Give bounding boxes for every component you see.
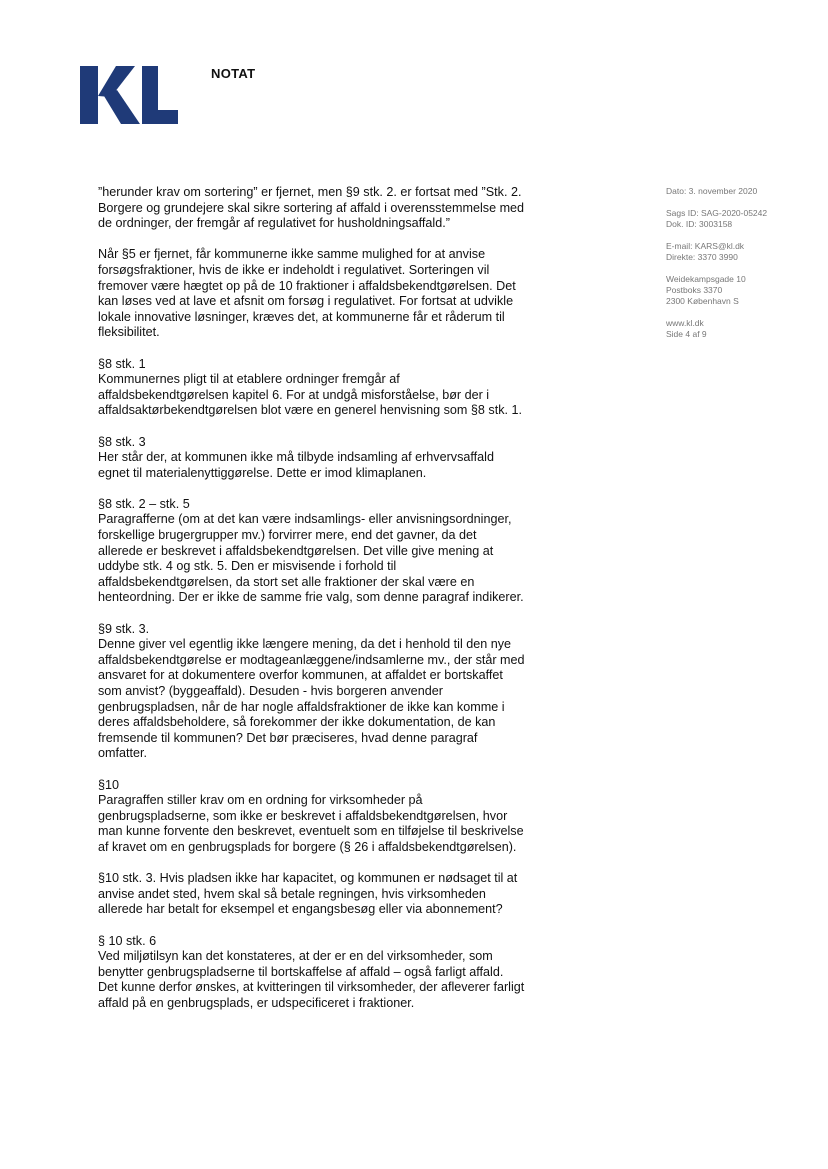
section-9-stk-3 [98, 622, 568, 762]
text-line: §10 stk. 3. Hvis pladsen ikke har kapacitet, og kommunen er nødsaget til at [98, 871, 518, 886]
section-8-stk-3 [98, 435, 568, 482]
document-id: Dok. ID: 3003158 [666, 219, 733, 229]
text-line: af kravet om en genbrugsplads for borgere (§ 26 i affaldsbekendtgørelsen). [98, 839, 517, 854]
section-heading: §9 stk. 3. [98, 621, 150, 636]
text-line: Når §5 er fjernet, får kommunerne ikke samme mulighed for at anvise [98, 247, 486, 262]
text-line: genbrugspladserne, som ikke er beskrevet i affaldsbekendtgørelsen, hvor [98, 808, 508, 823]
text-line: ansvaret for at dokumentere overfor kommunen, at affaldet er bortskaffet [98, 668, 503, 683]
text-line: forsøgsfraktioner, hvis de ikke er indeholdt i regulativet. Sorteringen vil [98, 262, 490, 277]
text-line: omfatter. [98, 746, 147, 761]
text-line: Denne giver vel egentlig ikke længere mening, da det i henhold til den nye [98, 637, 512, 652]
text-line: fremsende til kommunen? Det bør præciseres, hvad denne paragraf [98, 730, 478, 745]
text-line: man kunne forvente den beskrevet, eventuelt som en tilføjelse til beskrivelse [98, 824, 524, 839]
section-10-stk-3 [98, 871, 568, 918]
document-date: Dato: 3. november 2020 [666, 186, 758, 196]
section-heading: §8 stk. 2 – stk. 5 [98, 496, 190, 511]
section-10 [98, 778, 568, 856]
address-street: Weidekampsgade 10 [666, 274, 746, 284]
text-line: lokale innovative løsninger, kræves det, at kommunerne får et råderum til [98, 309, 505, 324]
text-line: allerede er beskrevet i affaldsbekendtgørelsen. Det ville give mening at [98, 543, 494, 558]
text-line: affaldsbekendtgørelsen, da stort set alle fraktioner der skal være en [98, 574, 475, 589]
text-line: affaldsbekendtgørelse er modtageanlæggene/indsamlerne mv., der står med [98, 652, 525, 667]
id-group [666, 208, 816, 230]
text-line: egnet til materialenyttiggørelse. Dette er imod klimaplanen. [98, 465, 427, 480]
text-line: henteordning. Der er ikke de samme frie valg, som denne paragraf indikerer. [98, 590, 524, 605]
text-line: Det kunne derfor ønskes, at kvitteringen til virksomheder, der afleverer farligt [98, 980, 525, 995]
text-line: anvise andet sted, hvem skal så betale regningen, hvis virksomheden [98, 886, 486, 901]
text-line: benytter genbrugspladserne til bortskaffelse af affald – også farligt affald. [98, 964, 504, 979]
section-heading: § 10 stk. 6 [98, 933, 157, 948]
section-10-stk-6 [98, 934, 568, 1012]
text-line: affald på en genbrugsplads, er udspecificeret i fraktioner. [98, 995, 415, 1010]
section-heading: §10 [98, 777, 120, 792]
text-line: fleksibilitet. [98, 325, 160, 340]
text-line: affaldsbekendtgørelsen kapitel 6. For at undgå misforståelse, bør der i [98, 387, 490, 402]
address-pobox: Postboks 3370 [666, 285, 723, 295]
text-line: Ved miljøtilsyn kan det konstateres, at der er en del virksomheder, som [98, 949, 493, 964]
section-heading: §8 stk. 1 [98, 356, 146, 371]
paragraph-2 [98, 247, 568, 341]
document-metadata [666, 186, 816, 351]
text-line: Borgere og grundejere skal sikre sortering af affald i overensstemmelse med [98, 200, 525, 215]
section-8-stk-2-5 [98, 497, 568, 606]
text-line: Kommunernes pligt til at etablere ordninger fremgår af [98, 372, 400, 387]
text-line: ”herunder krav om sortering” er fjernet, men §9 stk. 2. er fortsat med ”Stk. 2. [98, 185, 522, 199]
text-line: allerede har betalt for eksempel et engangsbesøg eller via abonnement? [98, 902, 503, 917]
text-line: affaldsaktørbekendtgørelsen blot være en generel henvisning som §8 stk. 1. [98, 403, 522, 418]
document-body [98, 185, 568, 1027]
kl-logo [80, 66, 178, 124]
text-line: uddybe stk. 4 og stk. 5. Den er misvisende i forhold til [98, 559, 397, 574]
text-line: kan løses ved at lave et afsnit om forsøg i regulativet. For fortsat at udvikle [98, 294, 514, 309]
contact-email: E-mail: KARS@kl.dk [666, 241, 745, 251]
text-line: fremover være hægtet op på de 10 fraktioner i affaldsbekendtgørelsen. Det [98, 278, 516, 293]
text-line: Paragraffen stiller krav om en ordning for virksomheder på [98, 793, 423, 808]
web-group [666, 318, 816, 340]
date-group [666, 186, 816, 197]
text-line: de ordninger, der fremgår af regulativet for husholdningsaffald.” [98, 216, 450, 231]
section-heading: §8 stk. 3 [98, 434, 146, 449]
text-line: som anvist? (byggeaffald). Desuden - hvis borgeren anvender [98, 684, 443, 698]
text-line: Paragrafferne (om at det kan være indsamlings- eller anvisningsordninger, [98, 512, 512, 527]
text-line: deres affaldsbeholdere, så forekommer der ikke dokumentation, de kan [98, 715, 496, 730]
case-id: Sags ID: SAG-2020-05242 [666, 208, 768, 218]
section-8-stk-1 [98, 357, 568, 419]
page-number: Side 4 af 9 [666, 329, 707, 339]
text-line: Her står der, at kommunen ikke må tilbyde indsamling af erhvervsaffald [98, 450, 494, 465]
contact-group [666, 241, 816, 263]
address-city: 2300 København S [666, 296, 739, 306]
kl-logo-mark [80, 66, 178, 124]
address-group [666, 274, 816, 307]
paragraph-1 [98, 185, 568, 232]
website: www.kl.dk [666, 318, 704, 328]
text-line: genbrugspladsen, når de har nogle affaldsfraktioner de ikke kan komme i [98, 699, 505, 714]
text-line: forskellige brugergrupper mv.) forvirrer mere, end det gavner, da det [98, 528, 477, 543]
contact-phone: Direkte: 3370 3990 [666, 252, 738, 262]
document-type-label: NOTAT [211, 66, 256, 81]
